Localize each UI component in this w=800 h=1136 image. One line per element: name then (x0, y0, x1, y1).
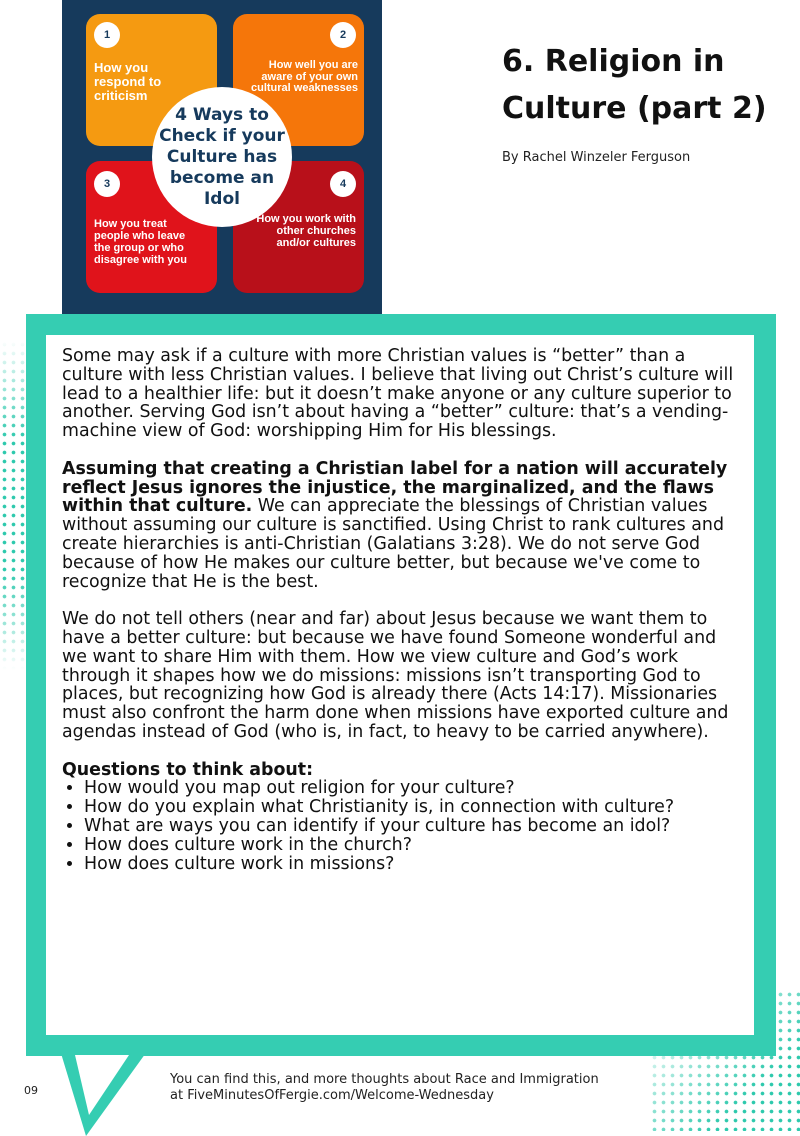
footer-line-1: You can find this, and more thoughts about Race and Immigration (170, 1072, 599, 1087)
paragraph-2-bold: Assuming that creating a Christian label for a nation will accurately reflect Jesus ignores the injustice, the marginalized, and the flaws within that culture. (62, 458, 728, 517)
quadrant-text-2: How well you are aware of your own cultural weaknesses (250, 59, 358, 94)
footer-line-2: at FiveMinutesOfFergie.com/Welcome-Wednesday (170, 1088, 494, 1103)
questions-list (62, 779, 742, 873)
quadrant-number-4: 4 (330, 171, 356, 197)
questions-heading: Questions to think about: (62, 759, 314, 780)
paragraph-3: We do not tell others (near and far) about Jesus because we want them to have a better culture: but because we have found Someone wonderful and we want to share Him with them. How we view culture and God’s work through it shapes how we do missions: missions isn’t transporting God to places, but recognizing how God is already there (Acts 14:17). Missionaries must also confront the harm done when missions have exported culture and agendas instead of God (who is, in fact, to heavy to be carried anywhere). (62, 609, 729, 742)
list-item: • How do you explain what Christianity is, in connection with culture? (84, 798, 742, 817)
list-item: • How would you map out religion for your culture? (84, 779, 742, 798)
author-byline: By Rachel Winzeler Ferguson (502, 150, 691, 165)
quadrant-text-3: How you treat people who leave the group or who disagree with you (94, 218, 187, 266)
quadrant-number-1: 1 (94, 22, 120, 48)
paragraph-2-rest: We can appreciate the blessings of Christian values without assuming our culture is sanctified. Using Christ to rank cultures and create hierarchies is anti-Christian (Galatians 3:28). We do not serve God because of how He makes our culture better, but because we've come to recognize that He is the best. (62, 496, 724, 592)
list-item: • How does culture work in missions? (84, 855, 742, 874)
page-title: 6. Religion in Culture (part 2) (502, 44, 767, 126)
page-number: 09 (24, 1084, 38, 1097)
paragraph-1: Some may ask if a culture with more Christian values is “better” than a culture with less Christian values. I believe that living out Christ’s culture will lead to a healthier life: but it doesn’t make anyone or any culture superior to another. Serving God isn’t about having a “better” culture: that’s a vending-machine view of God: worshipping Him for His blessings. (62, 346, 734, 442)
speech-bubble-tail-inner (75, 1055, 129, 1115)
article-body (46, 335, 754, 1035)
decorative-dots-left (0, 340, 26, 670)
quadrant-number-2: 2 (330, 22, 356, 48)
infographic-center-title: 4 Ways to Check if your Culture has become an Idol (159, 104, 285, 209)
quadrant-number-3: 3 (94, 171, 120, 197)
footer-note (170, 1072, 599, 1104)
list-item: • How does culture work in the church? (84, 836, 742, 855)
quadrant-text-4: How you work with other churches and/or cultures (256, 213, 356, 249)
list-item: • What are ways you can identify if your culture has become an idol? (84, 817, 742, 836)
paragraph-2 (62, 460, 742, 592)
idol-infographic (62, 0, 382, 316)
infographic-center-circle (152, 87, 292, 227)
quadrant-text-1: How you respond to criticism (94, 60, 162, 103)
